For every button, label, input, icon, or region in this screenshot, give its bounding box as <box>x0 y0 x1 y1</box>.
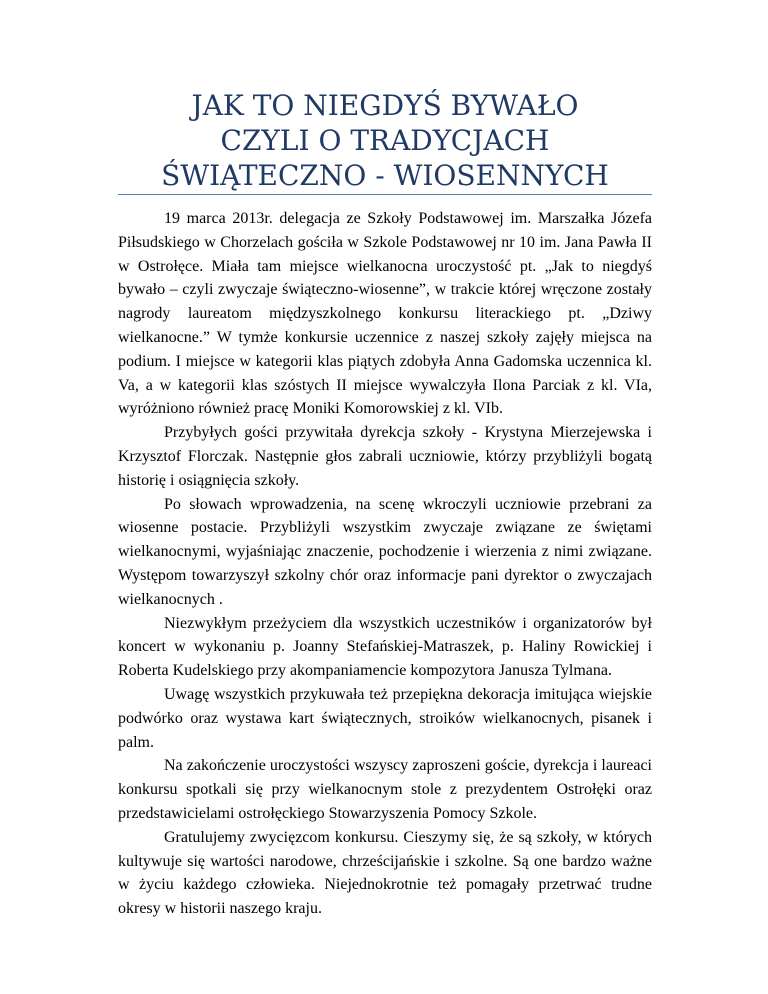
title-line-2: CZYLI O TRADYCJACH <box>220 124 550 157</box>
paragraph-closing: Na zakończenie uroczystości wszyscy zaproszeni goście, dyrekcja i laureaci konkursu spotkali się przy wielkanocnym stole z prezydentem Ostrołęki oraz przedstawicielami ostrołęckiego Stowarzyszenia Pomocy Szkole. <box>118 757 652 822</box>
article-body <box>118 207 652 921</box>
paragraph-decoration: Uwagę wszystkich przykuwała też przepiękna dekoracja imitująca wiejskie podwórko oraz wystawa kart świątecznych, stroików wielkanocnych, pisanek i palm. <box>118 685 652 751</box>
document-title <box>118 88 652 193</box>
paragraph-welcome: Przybyłych gości przywitała dyrekcja szkoły - Krystyna Mierzejewska i Krzysztof Florczak. Następnie głos zabrali uczniowie, którzy przybliżyli bogatą historię i osiągnięcia szkoły. <box>118 424 652 489</box>
title-line-3: ŚWIĄTECZNO - WIOSENNYCH <box>161 159 609 192</box>
title-underline-rule <box>118 194 652 195</box>
paragraph-performance: Po słowach wprowadzenia, na scenę wkroczyli uczniowie przebrani za wiosenne postacie. Przybliżyli wszystkim zwyczaje związane ze świętami wielkanocnymi, wyjaśniając znaczenie, pochodzenie i wierzenia z nimi związane. Występom towarzyszył szkolny chór oraz informacje pani dyrektor o zwyczajach wielkanocnych . <box>118 495 652 608</box>
paragraph-concert: Niezwykłym przeżyciem dla wszystkich uczestników i organizatorów był koncert w wykonaniu p. Joanny Stefańskiej-Matraszek, p. Haliny Rowickiej i Roberta Kudelskiego przy akompaniamencie kompozytora Janusza Tylmana. <box>118 614 652 680</box>
title-line-1: JAK TO NIEGDYŚ BYWAŁO <box>191 89 579 122</box>
paragraph-congratulations: Gratulujemy zwycięzcom konkursu. Cieszymy się, że są szkoły, w których kultywuje się wartości narodowe, chrześcijańskie i szkolne. Są one bardzo ważne w życiu każdego człowieka. Niejednokrotnie też pomagały przetrwać trudne okresy w historii naszego kraju. <box>118 828 652 918</box>
paragraph-intro: 19 marca 2013r. delegacja ze Szkoły Podstawowej im. Marszałka Józefa Piłsudskiego w Chorzelach gościła w Szkole Podstawowej nr 10 im. Jana Pawła II w Ostrołęce. Miała tam miejsce wielkanocna uroczystość pt. „Jak to niegdyś bywało – czyli zwyczaje świąteczno-wiosenne”, w trakcie której wręczone zostały nagrody laureatom międzyszkolnego konkursu literackiego pt. „Dziwy wielkanocne.” W tymże konkursie uczennice z naszej szkoły zajęły miejsca na podium. I miejsce w kategorii klas piątych zdobyła Anna Gadomska uczennica kl. Va, a w kategorii klas szóstych II miejsce wywalczyła Ilona Parciak z kl. VIa, wyróżniono również pracę Moniki Komorowskiej z kl. VIb. <box>118 210 652 418</box>
